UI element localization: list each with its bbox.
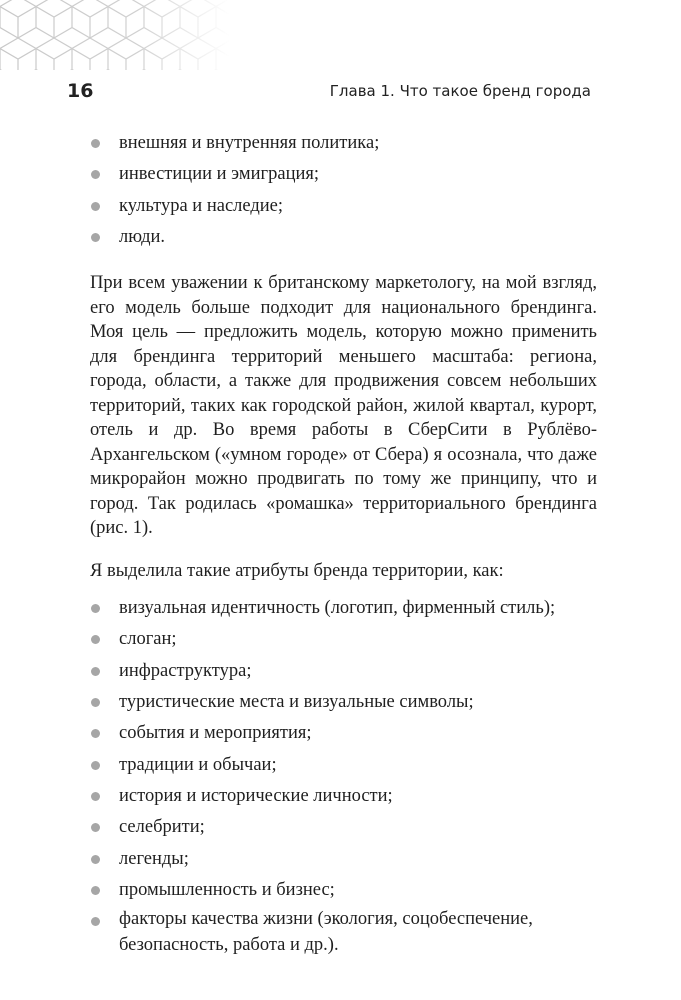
- list-item: инвестиции и эмиграция;: [90, 159, 597, 190]
- bullet-icon: [91, 202, 100, 211]
- bullet-icon: [91, 139, 100, 148]
- bullet-list-attributes: [90, 593, 597, 958]
- list-item: слоган;: [90, 624, 597, 655]
- page-content: [90, 128, 597, 958]
- list-item: легенды;: [90, 844, 597, 875]
- bullet-icon: [91, 170, 100, 179]
- body-paragraph: Я выделила такие атрибуты бренда территории, как:: [90, 560, 504, 581]
- list-item: промышленность и бизнес;: [90, 875, 597, 906]
- list-item: внешняя и внутренняя политика;: [90, 128, 597, 159]
- list-item: люди.: [90, 222, 597, 253]
- cube-pattern-ornament: [0, 0, 230, 70]
- list-item: селебрити;: [90, 812, 597, 843]
- list-item: визуальная идентичность (логотип, фирменный стиль);: [90, 593, 597, 624]
- list-item: традиции и обычаи;: [90, 750, 597, 781]
- list-item: история и исторические личности;: [90, 781, 597, 812]
- list-item: события и мероприятия;: [90, 718, 597, 749]
- running-head: Глава 1. Что такое бренд города: [329, 82, 591, 100]
- bullet-icon: [91, 604, 100, 613]
- page-number: 16: [67, 80, 94, 102]
- bullet-icon: [91, 886, 100, 895]
- bullet-icon: [91, 792, 100, 801]
- bullet-icon: [91, 761, 100, 770]
- bullet-icon: [91, 667, 100, 676]
- list-item: культура и наследие;: [90, 191, 597, 222]
- list-item: факторы качества жизни (экология, соцобеспечение, безопасность, работа и др.).: [90, 906, 597, 958]
- bullet-icon: [91, 729, 100, 738]
- bullet-icon: [91, 823, 100, 832]
- list-item: туристические места и визуальные символы;: [90, 687, 597, 718]
- bullet-icon: [91, 917, 100, 926]
- list-item: инфраструктура;: [90, 656, 597, 687]
- bullet-icon: [91, 233, 100, 242]
- bullet-list-top: [90, 128, 597, 253]
- bullet-icon: [91, 698, 100, 707]
- bullet-icon: [91, 855, 100, 864]
- body-paragraph: При всем уважении к британскому маркетологу, на мой взгляд, его модель больше подходит для национального брендинга. Моя цель — предложить модель, которую можно применить для брендинга территорий меньшего масштаба: региона, города, области, а также для продвижения совсем небольших территорий, таких как городской район, жилой квартал, курорт, отель и др. Во время работы в СберСити в Рублёво-Архангельском («умном городе» от Сбера) я осознала, что даже микрорайон можно продвигать по тому же принципу, что и город. Так родилась «ромашка» территориального брендинга (рис. 1).: [90, 273, 597, 539]
- bullet-icon: [91, 635, 100, 644]
